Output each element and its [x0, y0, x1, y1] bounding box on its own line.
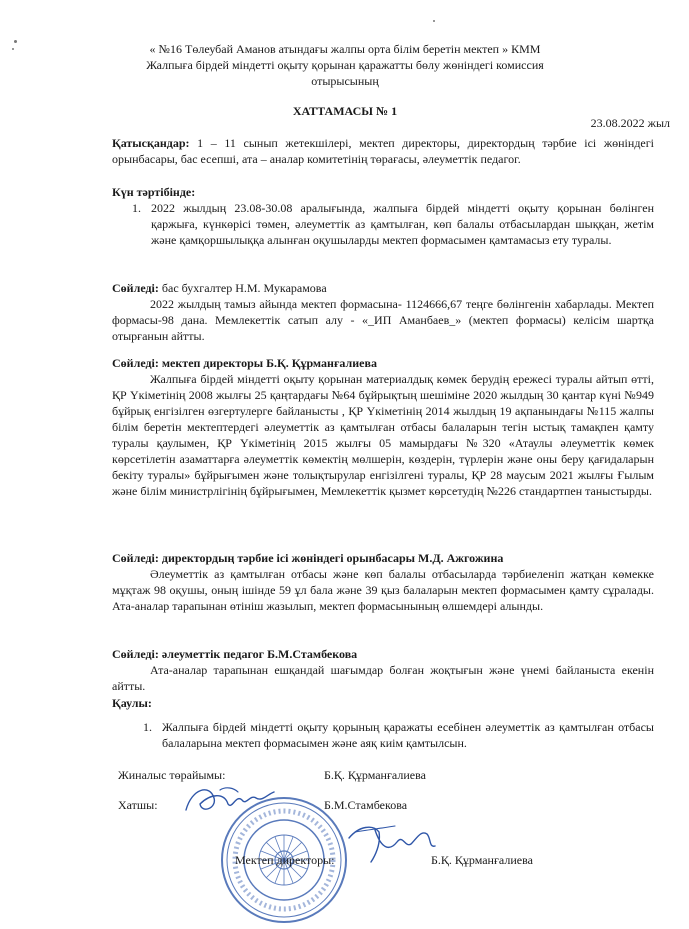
speech-text: 2022 жылдың тамыз айында мектеп формасына- 1124666,67 теңге бөлінгенін хабарлады. Мектеп формасы-98 дана. Мемлекеттік сатып алу - «_ИП Аманбаев_» (мектеп формасы) келісім шартқа отырғанын айтты.: [112, 297, 654, 343]
document-title: ХАТТАМАСЫ № 1: [292, 104, 398, 118]
speech-deputy: [112, 550, 654, 614]
header-line-3: отырысының: [311, 74, 379, 88]
agenda-item: [132, 200, 654, 248]
agenda-item-text: 2022 жылдың 23.08-30.08 аралығында, жалпыға бірдей міндетті оқыту қорынан бөлінген қаржыға, күнкөрісі төмен, әлеуметтік аз қамтылған, көп балалы отбасылардан шыққан, жетім және қамқоршылыққа алынған оқушыларды мектеп формасымен қамтамасыз ету туралы.: [151, 201, 654, 247]
director-role: Мектеп директоры:: [235, 853, 335, 867]
scan-speck: [433, 20, 435, 22]
participants-label: Қатысқандар:: [112, 136, 190, 150]
secretary-role: Хатшы:: [118, 798, 158, 812]
speech-text: Әлеуметтік аз қамтылған отбасы және көп балалы отбасыларда тәрбиеленіп жатқан көмекке мұқтаж 98 оқушы, оның ішінде 59 ұл бала және 39 қыз балаларын мектеп формасымен қамту сұралады. Ата-аналар тарапынан өтініш жазылып, мектеп формасынының өлшемдері алынды.: [112, 567, 654, 613]
secretary-name: Б.М.Стамбекова: [324, 798, 408, 812]
agenda-item-number: 1.: [132, 201, 141, 215]
decision-item-number: 1.: [143, 720, 152, 734]
scan-speck: [12, 48, 14, 50]
director-signature-icon: [345, 818, 440, 868]
speech-text: Ата-аналар тарапынан ешқандай шағымдар болған жоқтығын және үнемі байланыста екенін айтты.: [112, 663, 654, 693]
speech-director: [112, 355, 654, 499]
speech-speaker: бас бухгалтер Н.М. Мукарамова: [161, 281, 327, 295]
chair-role: Жиналыс төрайымы:: [118, 768, 226, 782]
speech-label: Сөйледі:: [112, 281, 159, 295]
speech-heading: Сөйледі: әлеуметтік педагог Б.М.Стамбекова: [112, 647, 358, 661]
director-name: Б.Қ. Құрманғалиева: [431, 853, 533, 867]
decision-label: Қаулы:: [112, 696, 152, 710]
decision-item: [143, 719, 654, 751]
scan-speck: [14, 40, 17, 43]
speech-heading: Сөйледі: мектеп директоры Б.Қ. Құрманғалиева: [112, 356, 377, 370]
document-date: 23.08.2022 жыл: [590, 116, 670, 130]
chair-name: Б.Қ. Құрманғалиева: [324, 768, 426, 782]
participants: [112, 135, 654, 167]
document-header: [110, 41, 580, 89]
speech-social-pedagogue: [112, 646, 654, 694]
speech-heading: Сөйледі: директордың тәрбие ісі жөніндегі орынбасары М.Д. Ажгожина: [112, 551, 504, 565]
agenda-label: Күн тәртібінде:: [112, 185, 196, 199]
participants-text: 1 – 11 сынып жетекшілері, мектеп директоры, директордың тәрбие ісі жөніндегі орынбасары, бас есепші, ата – аналар комитетінің төрағасы, әлеуметтік педагог.: [112, 136, 655, 166]
header-line-1: « №16 Төлеубай Аманов атындағы жалпы орта білім беретін мектеп » КММ: [149, 42, 541, 56]
header-line-2: Жалпыға бірдей міндетті оқыту қорынан қаражатты бөлу жөніндегі комиссия: [146, 58, 544, 72]
secretary-signature-icon: [180, 780, 280, 822]
speech-accountant: [112, 280, 654, 344]
decision-item-text: Жалпыға бірдей міндетті оқыту қорының қаражаты есебінен әлеуметтік аз қамтылған отбасы балаларына мектеп формасымен және аяқ киім қамтылсын.: [162, 720, 654, 750]
speech-text: Жалпыға бірдей міндетті оқыту қорынан материалдық көмек берудің ережесі туралы айтып өтті, ҚР Үкіметінің 2008 жылғы 25 қаңтардағы №64 бұйрықтың шешіміне 2020 жылдың 30 қантар күні №949 бұйрық енгізілген өзгертулерге байланысты , ҚР Үкіметінің 2014 жылдың 19 ақпанындағы №115 жалпы білім беретін мектептердегі әлеуметтік аз қамтылған отбасы балаларын тегін ыстық тамақпен қамту туралы қаулымен, ҚР Үкіметінің 2015 жылғы 05 мамырдағы №320 «Атаулы әлеуметтік көмек көрсетілетін азаматтарға әлеуметтік көмектің мөлшерін, көздерін, түрлерін және оны беру қағидаларын бекіту туралы» бұйрығымен және толықтырулар енгізілгені туралы, ҚР 28 маусым 2021 жылғы Ғылым және білім министрлігінің бұйрығымен, Мемлекеттік қызмет көрсетудің №226 стандартпен таныстырды.: [112, 372, 654, 498]
